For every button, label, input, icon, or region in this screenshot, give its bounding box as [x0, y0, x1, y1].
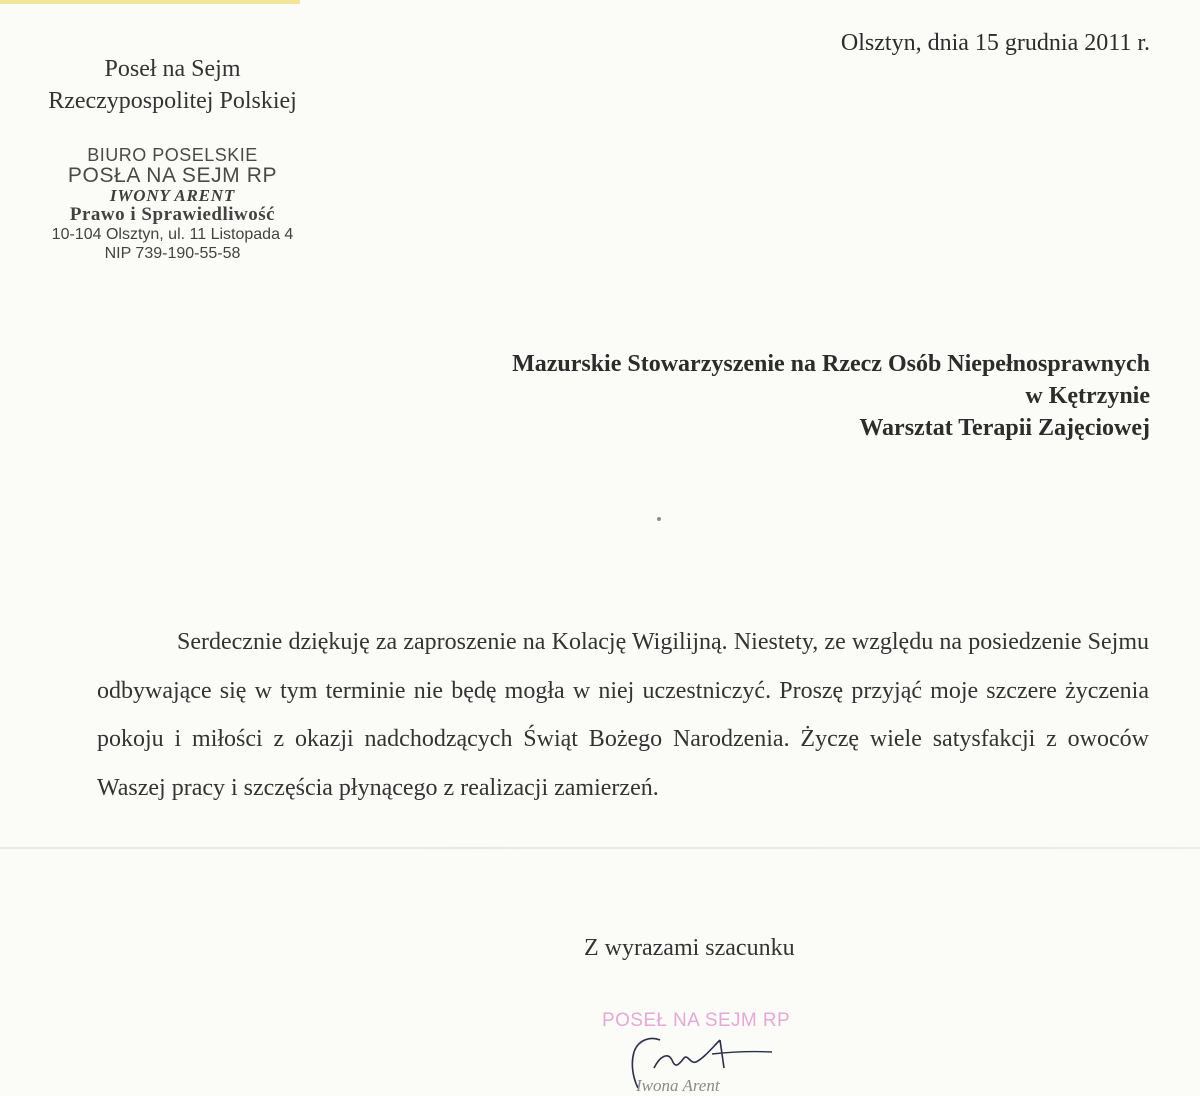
recipient-line-1: Mazurskie Stowarzyszenie na Rzecz Osób Niepełnosprawnych — [512, 351, 1150, 377]
office-stamp — [10, 146, 335, 263]
scan-edge — [0, 0, 300, 4]
stamp-line-1: BIURO POSELSKIE — [87, 145, 258, 165]
ink-fleck — [657, 517, 661, 521]
letter-body: Serdecznie dziękuję za zaproszenie na Kolację Wigilijną. Niestety, ze względu na posiedzenie Sejmu odbywające się w tym terminie nie będę mogła w niej uczestniczyć. Proszę przyjąć moje szczere życzenia pokoju i miłości z okazji nadchodzących Świąt Bożego Narodzenia. Życzę wiele satysfakcji z owoców Waszej pracy i szczęścia płynącego z realizacji zamierzeń. — [97, 629, 1149, 801]
closing-phrase: Z wyrazami szacunku — [584, 935, 795, 961]
signature-stamp: POSEŁ NA SEJM RP — [602, 1010, 791, 1031]
stamp-line-5: 10-104 Olsztyn, ul. 11 Listopada 4 — [51, 226, 294, 243]
sender-line-1: Poseł na Sejm — [104, 56, 241, 82]
stamp-line-2: POSŁA NA SEJM RP — [67, 164, 278, 187]
recipient-line-3: Warsztat Terapii Zajęciowej — [859, 415, 1150, 441]
recipient-block — [360, 348, 1150, 444]
stamp-line-6: NIP 739-190-55-58 — [104, 245, 241, 262]
sender-line-2: Rzeczypospolitej Polskiej — [48, 88, 297, 114]
recipient-line-2: w Kętrzynie — [1025, 383, 1150, 409]
letter-date: Olsztyn, dnia 15 grudnia 2011 r. — [840, 30, 1150, 56]
sender-block — [0, 53, 345, 117]
stamp-line-3: IWONY ARENT — [109, 186, 236, 205]
fold-line — [0, 847, 1200, 849]
stamp-line-4: Prawo i Sprawiedliwość — [69, 204, 276, 225]
signature-printed-name: Iwona Arent — [636, 1076, 720, 1095]
